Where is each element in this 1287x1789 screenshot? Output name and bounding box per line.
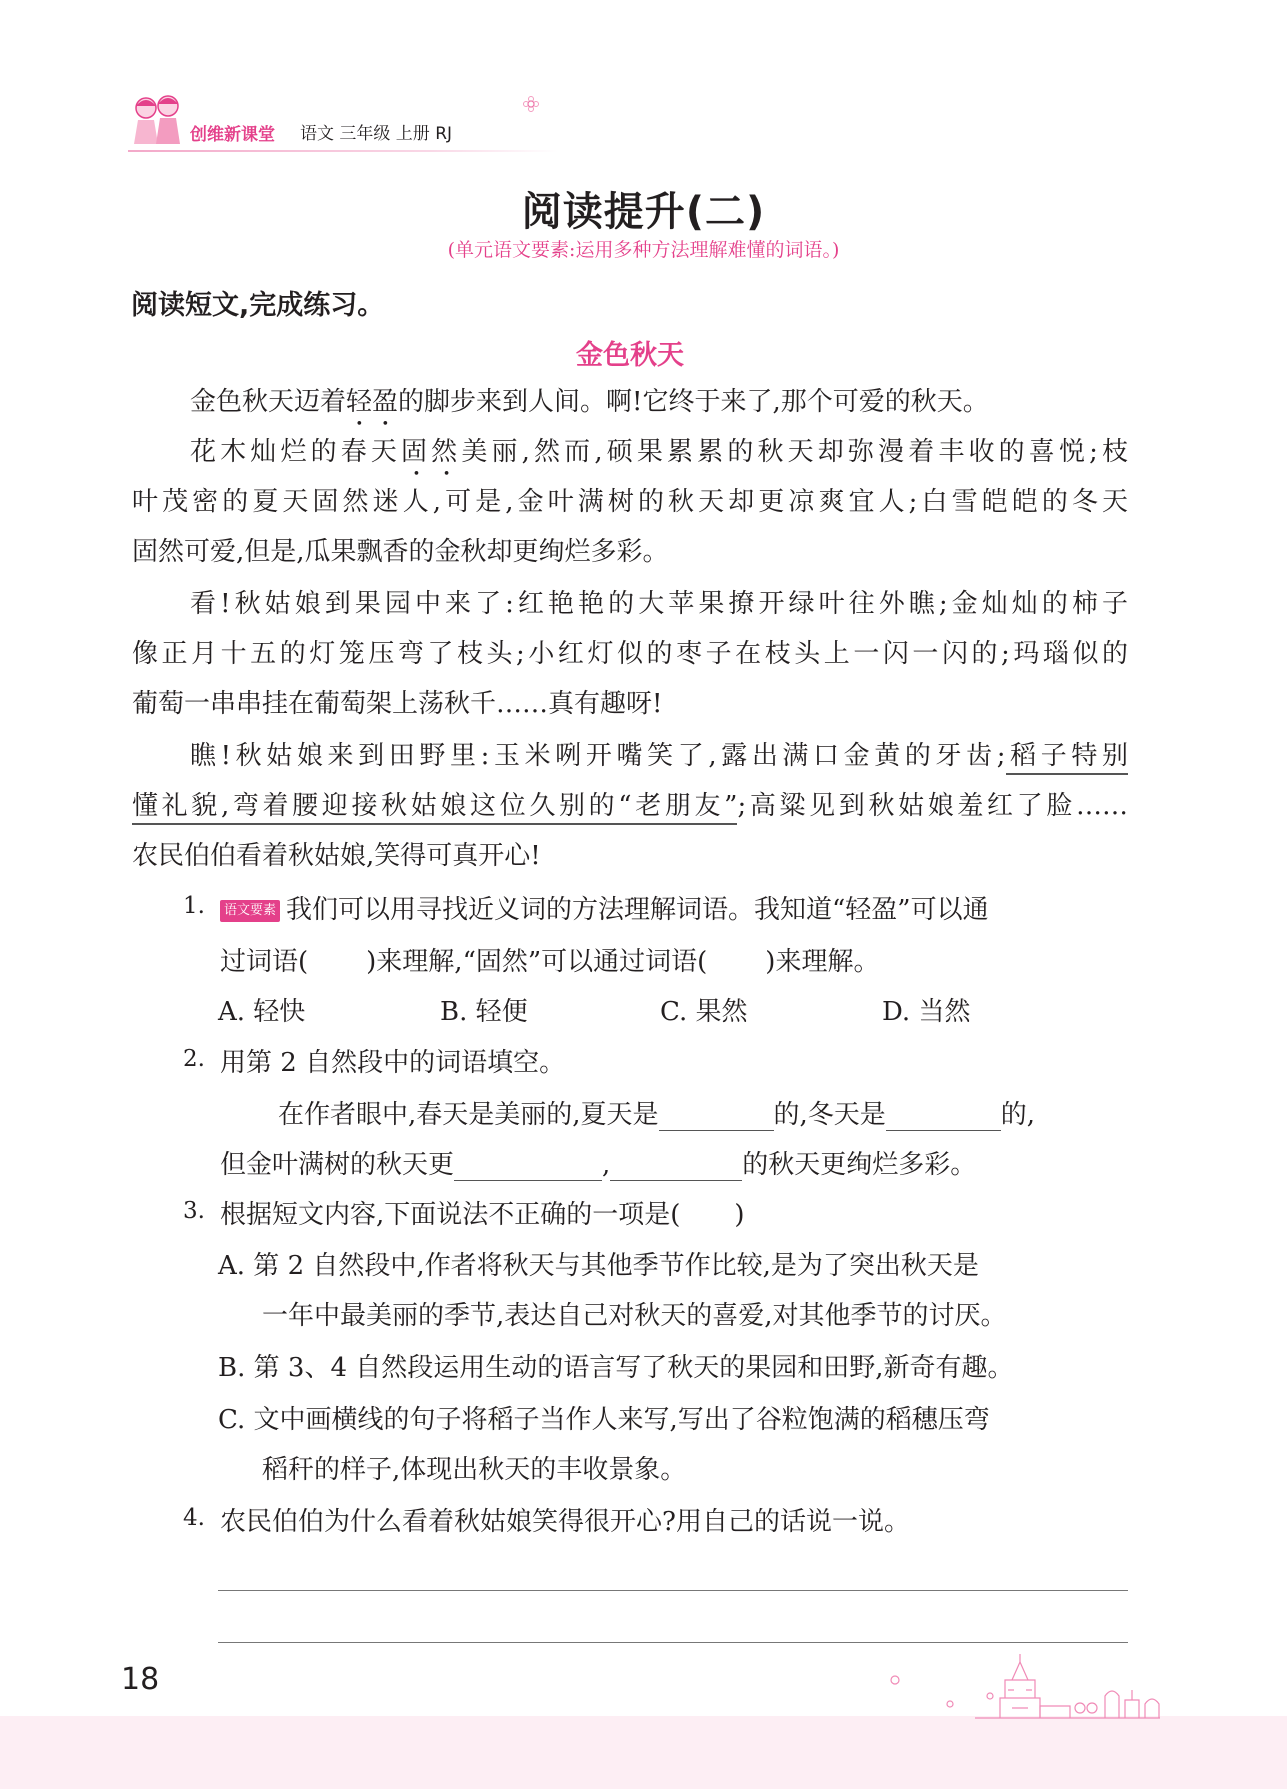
book-meta: 语文 三年级 上册 RJ (300, 124, 453, 144)
brand-name: 创维新课堂 (190, 125, 275, 145)
page-number: 18 (121, 1662, 160, 1697)
page-header (128, 92, 548, 154)
passage-p3-line1: 看!秋姑娘到果园中来了:红艳艳的大苹果撩开绿叶往外瞧;金灿灿的柿子 (190, 589, 1128, 619)
question-number: 4. (183, 1505, 205, 1531)
question-number: 3. (183, 1198, 205, 1224)
page-title: 阅读提升(二) (521, 189, 766, 235)
question-1-line2: 过词语( )来理解,“固然”可以通过词语( )来理解。 (220, 947, 880, 977)
question-4-text: 农民伯伯为什么看着秋姑娘笑得很开心?用自己的话说一说。 (220, 1507, 910, 1537)
footer-band (0, 1716, 1287, 1789)
question-2-text: 用第 2 自然段中的词语填空。 (220, 1048, 566, 1078)
fill-blank[interactable] (454, 1152, 602, 1181)
passage-p4-line3: 农民伯伯看着秋姑娘,笑得可真开心! (132, 841, 541, 871)
unit-element-tag: 语文要素 (220, 900, 280, 922)
option-c-cont: 稻秆的样子,体现出秋天的丰收景象。 (262, 1455, 687, 1485)
fill-blank[interactable] (610, 1152, 742, 1181)
option-d: D. 当然 (882, 997, 971, 1027)
passage-p2-line3: 固然可爱,但是,瓜果飘香的金秋却更绚烂多彩。 (132, 537, 669, 567)
question-number: 2. (183, 1046, 205, 1072)
answer-line[interactable] (218, 1590, 1128, 1591)
option-a-cont: 一年中最美丽的季节,表达自己对秋天的喜爱,对其他季节的讨厌。 (262, 1301, 1007, 1331)
question-number: 1. (183, 893, 205, 919)
kids-logo-icon (128, 92, 188, 150)
answer-line[interactable] (218, 1642, 1128, 1643)
question-2-line1: 在作者眼中,春天是美丽的,夏天是 的,冬天是 的, (278, 1100, 1036, 1130)
underlined-sentence: 稻子特别 (1006, 741, 1128, 775)
dotted-word: 轻盈 (346, 387, 399, 417)
option-c: C. 文中画横线的句子将稻子当作人来写,写出了谷粒饱满的稻穗压弯 (218, 1405, 990, 1435)
passage-p3-line2: 像正月十五的灯笼压弯了枝头;小红灯似的枣子在枝头上一闪一闪的;玛瑙似的 (132, 639, 1128, 669)
option-b: B. 轻便 (440, 997, 528, 1027)
fill-blank[interactable] (659, 1102, 774, 1131)
passage-p2-line2: 叶茂密的夏天固然迷人,可是,金叶满树的秋天却更凉爽宜人;白雪皑皑的冬天 (132, 487, 1128, 517)
question-2-line2: 但金叶满树的秋天更 , 的秋天更绚烂多彩。 (220, 1150, 977, 1180)
header-divider (128, 150, 558, 152)
fill-blank[interactable] (886, 1102, 1001, 1131)
underlined-sentence: 懂礼貌,弯着腰迎接秋姑娘这位久别的“老朋友” (132, 791, 737, 825)
question-3-text: 根据短文内容,下面说法不正确的一项是( ) (220, 1200, 745, 1230)
passage-title: 金色秋天 (576, 340, 684, 371)
passage-p4-line2: 懂礼貌,弯着腰迎接秋姑娘这位久别的“老朋友”;高粱见到秋姑娘羞红了脸…… (132, 786, 1128, 826)
option-b: B. 第 3、4 自然段运用生动的语言写了秋天的果园和田野,新奇有趣。 (218, 1353, 1014, 1383)
dotted-word: 固然 (401, 437, 462, 467)
passage-p2-line1: 花木灿烂的春天固然美丽,然而,硕果累累的秋天却弥漫着丰收的喜悦;枝 (190, 437, 1128, 467)
question-1-line1: 语文要素 我们可以用寻找近义词的方法理解词语。我知道“轻盈”可以通 (220, 890, 989, 930)
option-a: A. 轻快 (218, 997, 306, 1027)
passage-p4-line1: 瞧!秋姑娘来到田野里:玉米咧开嘴笑了,露出满口金黄的牙齿;稻子特别 (190, 736, 1128, 776)
option-c: C. 果然 (660, 997, 748, 1027)
flower-icon (523, 96, 539, 112)
passage-p1: 金色秋天迈着轻盈的脚步来到人间。啊!它终于来了,那个可爱的秋天。 (190, 387, 989, 417)
passage-p3-line3: 葡萄一串串挂在葡萄架上荡秋千……真有趣呀! (132, 689, 663, 719)
castle-illustration-icon (880, 1650, 1170, 1720)
unit-element-subtitle: (单元语文要素:运用多种方法理解难懂的词语。) (447, 239, 840, 261)
instruction: 阅读短文,完成练习。 (131, 290, 385, 321)
option-a: A. 第 2 自然段中,作者将秋天与其他季节作比较,是为了突出秋天是 (218, 1251, 979, 1281)
